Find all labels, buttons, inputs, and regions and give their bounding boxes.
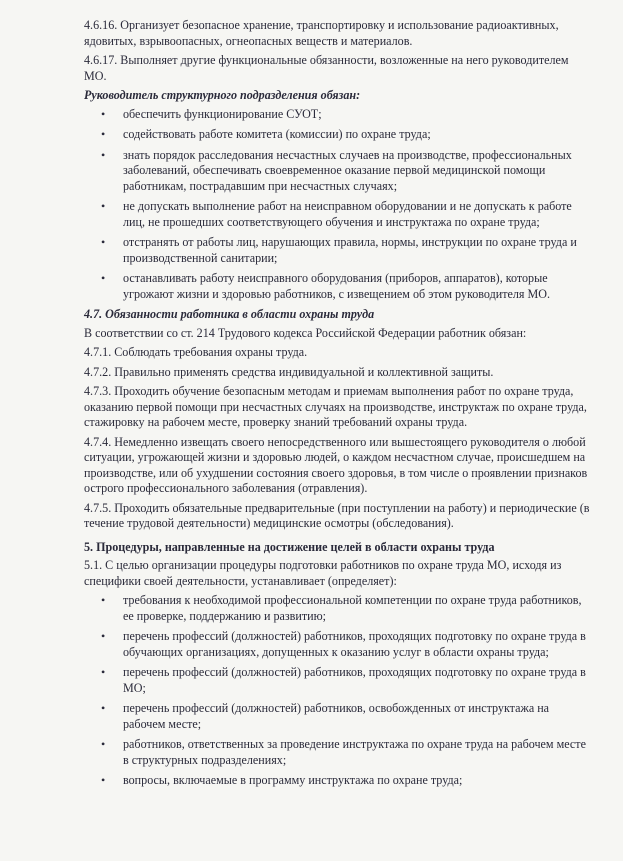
para-4-7-5: 4.7.5. Проходить обязательные предварительные (при поступлении на работу) и периодические (в течение трудовой деятельности) медицинские осмотры (обследования).: [84, 500, 590, 530]
para-5-1: 5.1. С целью организации процедуры подготовки работников по охране труда МО, исходя из специфики своей деятельности, устанавливает (определяет):: [84, 558, 562, 588]
para-4-7-2: 4.7.2. Правильно применять средства индивидуальной и коллективной защиты.: [84, 364, 494, 379]
list-item: • перечень профессий (должностей) работников, проходящих подготовку по охране труда в обучающих организациях, допущенных к оказанию услуг в области охраны труда;: [123, 629, 593, 660]
list-item: • работников, ответственных за проведение инструктажа по охране труда на рабочем месте в структурных подразделениях;: [123, 737, 593, 768]
list-item: • перечень профессий (должностей) работников, проходящих подготовку по охране труда в МО;: [123, 665, 593, 696]
para-4-7-4: 4.7.4. Немедленно извещать своего непосредственного или вышестоящего руководителя о любой ситуации, угрожающей жизни и здоровью людей, о каждом несчастном случае, происшедшем на производстве, или об ухудшении состояния своего здоровья, в том числе о проявлении признаков острого профессионального заболевания (отравления).: [84, 434, 588, 495]
bullet-list-head-duties: [84, 107, 593, 303]
list-item: • содействовать работе комитета (комиссии) по охране труда;: [123, 127, 593, 143]
para-4-7-3: 4.7.3. Проходить обучение безопасным методам и приемам выполнения работ по охране труда, оказанию первой помощи при несчастных случаях на производстве, инструктаж по охране труда, стажировку на рабочем месте, проверку знаний требований охраны труда.: [84, 384, 587, 429]
list-item: • знать порядок расследования несчастных случаев на производстве, профессиональных заболеваний, обеспечивать своевременное оказание первой медицинской помощи работникам, пострадавшим при несчастных случаях;: [123, 148, 593, 195]
bullet-list-5-1: [84, 593, 593, 789]
para-4-7-1: 4.7.1. Соблюдать требования охраны труда.: [84, 345, 308, 359]
list-item: • останавливать работу неисправного оборудования (приборов, аппаратов), которые угрожают жизни и здоровью работников, с извещением об этом руководителя МО.: [123, 271, 593, 302]
para-4-7-intro: В соответствии со ст. 214 Трудового кодекса Российской Федерации работник обязан:: [84, 325, 527, 340]
para-4-6-17: 4.6.17. Выполняет другие функциональные обязанности, возложенные на него руководителем МО.: [84, 53, 569, 83]
para-4-6-16: 4.6.16. Организует безопасное хранение, транспортировку и использование радиоактивных, ядовитых, взрывоопасных, огнеопасных веществ и материалов.: [84, 18, 559, 48]
list-item: • обеспечить функционирование СУОТ;: [123, 107, 593, 123]
subheading-head-of-unit: Руководитель структурного подразделения обязан:: [84, 88, 361, 102]
list-item: • отстранять от работы лиц, нарушающих правила, нормы, инструкции по охране труда и производственной санитарии;: [123, 235, 593, 266]
list-item: • требования к необходимой профессиональной компетенции по охране труда работников, ее проверке, поддержанию и развитию;: [123, 593, 593, 624]
list-item: • перечень профессий (должностей) работников, освобожденных от инструктажа на рабочем месте;: [123, 701, 593, 732]
list-item: • не допускать выполнение работ на неисправном оборудовании и не допускать к работе лиц, не прошедших соответствующего обучения и инструктажа по охране труда;: [123, 199, 593, 230]
list-item: • вопросы, включаемые в программу инструктажа по охране труда;: [123, 773, 593, 789]
subheading-4-7: 4.7. Обязанности работника в области охраны труда: [84, 307, 375, 321]
section-heading-5: 5. Процедуры, направленные на достижение целей в области охраны труда: [84, 539, 495, 554]
